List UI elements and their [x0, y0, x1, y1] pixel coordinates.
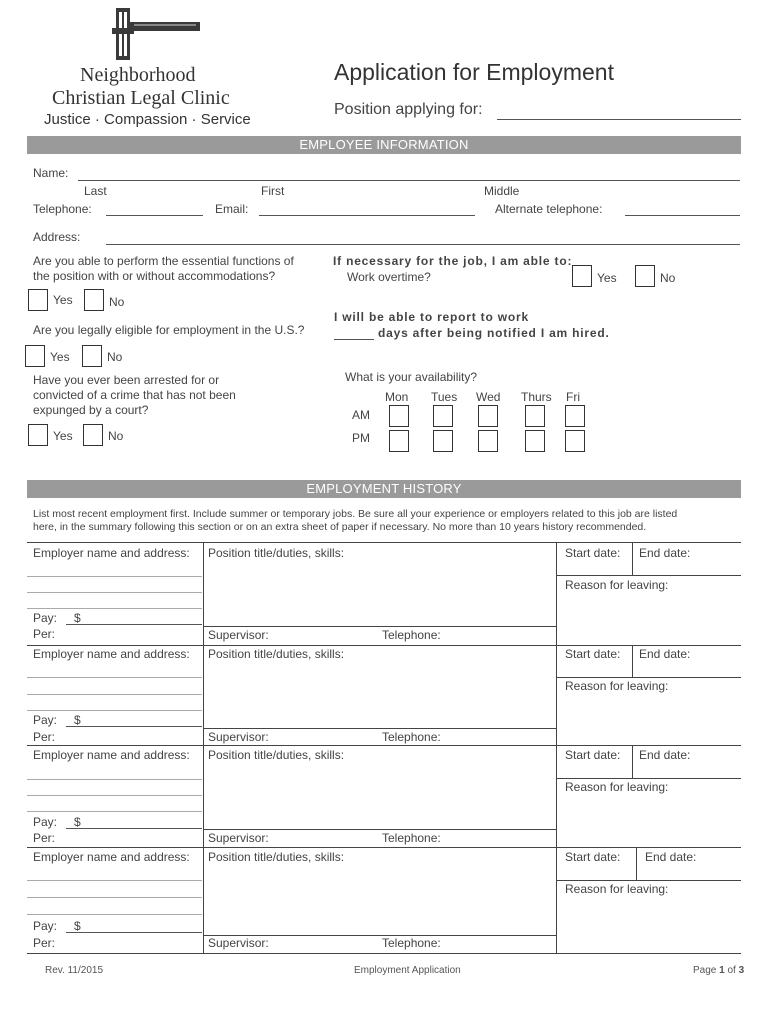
footer-page-number	[693, 965, 744, 976]
arrest-question-line1: Have you ever been arrested for or	[33, 373, 220, 387]
supervisor-label: Supervisor:	[208, 936, 269, 950]
position-title-label: Position title/duties, skills:	[208, 647, 345, 661]
reason-leaving-label: Reason for leaving:	[565, 679, 669, 693]
footer-title: Employment Application	[354, 965, 461, 976]
last-name-label: Last	[84, 184, 107, 198]
day-thurs-label: Thurs	[521, 390, 552, 404]
history-row-divider	[203, 626, 556, 627]
avail-tues-am-checkbox[interactable]	[433, 405, 453, 427]
report-days-field[interactable]	[334, 339, 374, 340]
pay-dollar-sign: $	[74, 815, 81, 829]
arrest-yes-checkbox[interactable]	[28, 424, 48, 446]
reason-leaving-label: Reason for leaving:	[565, 578, 669, 592]
alt-telephone-field[interactable]	[625, 215, 740, 216]
arrest-no-label: No	[108, 429, 124, 443]
avail-mon-am-checkbox[interactable]	[389, 405, 409, 427]
avail-fri-pm-checkbox[interactable]	[565, 430, 585, 452]
employer-telephone-label: Telephone:	[382, 831, 441, 845]
supervisor-label: Supervisor:	[208, 730, 269, 744]
middle-name-label: Middle	[484, 184, 520, 198]
telephone-field[interactable]	[106, 215, 203, 216]
per-label: Per:	[33, 831, 56, 845]
arrest-no-checkbox[interactable]	[83, 424, 103, 446]
history-column-divider	[556, 542, 557, 645]
avail-thurs-am-checkbox[interactable]	[525, 405, 545, 427]
supervisor-label: Supervisor:	[208, 628, 269, 642]
start-date-label: Start date:	[565, 850, 621, 864]
employer-name-label: Employer name and address:	[33, 546, 190, 560]
overtime-no-label: No	[660, 271, 676, 285]
employer-address-field[interactable]	[27, 677, 202, 678]
email-label: Email:	[215, 202, 249, 216]
employer-name-label: Employer name and address:	[33, 850, 190, 864]
essential-no-checkbox[interactable]	[84, 289, 104, 311]
pay-field[interactable]	[66, 828, 202, 829]
history-column-divider	[632, 542, 633, 575]
employer-telephone-label: Telephone:	[382, 936, 441, 950]
first-name-label: First	[261, 184, 285, 198]
pay-label: Pay:	[33, 611, 58, 625]
page-current: 1	[719, 965, 725, 976]
essential-functions-question-line1: Are you able to perform the essential functions of	[33, 254, 294, 268]
eligible-yes-checkbox[interactable]	[25, 345, 45, 367]
eligible-yes-label: Yes	[50, 350, 70, 364]
overtime-yes-label: Yes	[597, 271, 617, 285]
end-date-label: End date:	[639, 647, 691, 661]
eligible-no-checkbox[interactable]	[82, 345, 102, 367]
pay-label: Pay:	[33, 919, 58, 933]
employer-name-label: Employer name and address:	[33, 647, 190, 661]
history-column-divider	[203, 645, 204, 745]
history-column-divider	[636, 847, 637, 880]
history-row-divider	[203, 728, 556, 729]
footer-revision: Rev. 11/2015	[45, 965, 104, 976]
am-label: AM	[352, 408, 370, 422]
employer-address-field[interactable]	[27, 576, 202, 577]
history-instructions-line1: List most recent employment first. Include summer or temporary jobs. Be sure all your experience or employers related to this job are listed	[33, 508, 678, 520]
pay-label: Pay:	[33, 815, 58, 829]
position-applying-label: Position applying for:	[334, 101, 483, 118]
employer-telephone-label: Telephone:	[382, 730, 441, 744]
essential-functions-question-line2: the position with or without accommodations?	[33, 269, 276, 283]
history-column-divider	[632, 645, 633, 677]
employer-address-field[interactable]	[27, 914, 202, 915]
start-date-label: Start date:	[565, 647, 621, 661]
org-tagline: Justice · Compassion · Service	[44, 111, 251, 128]
name-field[interactable]	[78, 180, 740, 181]
history-column-divider	[203, 847, 204, 953]
alt-telephone-label: Alternate telephone:	[495, 202, 603, 216]
employer-address-field[interactable]	[27, 795, 202, 796]
overtime-label: Work overtime?	[347, 270, 431, 284]
email-field[interactable]	[259, 215, 475, 216]
day-mon-label: Mon	[385, 390, 409, 404]
report-to-work-line2: days after being notified I am hired.	[378, 326, 610, 340]
arrest-question-line2: convicted of a crime that has not been	[33, 388, 236, 402]
employer-address-field[interactable]	[27, 694, 202, 695]
position-title-label: Position title/duties, skills:	[208, 850, 345, 864]
pay-dollar-sign: $	[74, 919, 81, 933]
start-date-label: Start date:	[565, 546, 621, 560]
telephone-label: Telephone:	[33, 202, 92, 216]
employer-address-field[interactable]	[27, 779, 202, 780]
avail-fri-am-checkbox[interactable]	[565, 405, 585, 427]
employer-address-field[interactable]	[27, 811, 202, 812]
reason-leaving-label: Reason for leaving:	[565, 882, 669, 896]
end-date-label: End date:	[639, 748, 691, 762]
per-label: Per:	[33, 936, 56, 950]
history-block-divider	[27, 745, 741, 746]
supervisor-label: Supervisor:	[208, 831, 269, 845]
page-prefix: Page	[693, 965, 717, 976]
pay-dollar-sign: $	[74, 713, 81, 727]
history-row-divider	[203, 829, 556, 830]
arrest-question-line3: expunged by a court?	[33, 403, 149, 417]
employer-address-field[interactable]	[27, 897, 202, 898]
history-block-divider	[27, 953, 741, 954]
page-total: 3	[738, 965, 745, 976]
position-applying-field[interactable]	[497, 119, 741, 120]
employer-address-field[interactable]	[27, 592, 202, 593]
page-of: of	[727, 965, 736, 976]
essential-yes-checkbox[interactable]	[28, 289, 48, 311]
org-name-line2: Christian Legal Clinic	[52, 87, 230, 109]
avail-mon-pm-checkbox[interactable]	[389, 430, 409, 452]
history-column-divider	[203, 542, 204, 645]
address-field[interactable]	[106, 244, 740, 245]
pay-field[interactable]	[66, 932, 202, 933]
per-label: Per:	[33, 730, 56, 744]
history-block-divider	[27, 542, 741, 543]
history-column-divider	[632, 745, 633, 778]
day-fri-label: Fri	[566, 390, 580, 404]
history-column-divider	[556, 847, 557, 953]
history-block-divider	[27, 847, 741, 848]
employee-info-header: EMPLOYEE INFORMATION	[27, 136, 741, 154]
form-title: Application for Employment	[334, 59, 614, 85]
pay-field[interactable]	[66, 624, 202, 625]
overtime-yes-checkbox[interactable]	[572, 265, 592, 287]
reason-leaving-label: Reason for leaving:	[565, 780, 669, 794]
overtime-no-checkbox[interactable]	[635, 265, 655, 287]
pm-label: PM	[352, 431, 370, 445]
employer-name-label: Employer name and address:	[33, 748, 190, 762]
employer-address-field[interactable]	[27, 880, 202, 881]
end-date-label: End date:	[639, 546, 691, 560]
essential-yes-label: Yes	[53, 293, 73, 307]
day-tues-label: Tues	[431, 390, 458, 404]
start-date-label: Start date:	[565, 748, 621, 762]
avail-tues-pm-checkbox[interactable]	[433, 430, 453, 452]
eligible-question: Are you legally eligible for employment in the U.S.?	[33, 323, 305, 337]
arrest-yes-label: Yes	[53, 429, 73, 443]
pay-dollar-sign: $	[74, 611, 81, 625]
report-to-work-line1: I will be able to report to work	[334, 310, 529, 324]
essential-no-label: No	[109, 295, 125, 309]
avail-thurs-pm-checkbox[interactable]	[525, 430, 545, 452]
history-instructions-line2: here, in the summary following this section or on an extra sheet of paper if necessary. No more than 10 years history recommended.	[33, 521, 647, 533]
end-date-label: End date:	[645, 850, 697, 864]
history-column-divider	[556, 745, 557, 847]
gavel-logo-icon	[110, 6, 202, 66]
employer-address-field[interactable]	[27, 608, 202, 609]
avail-wed-am-checkbox[interactable]	[478, 405, 498, 427]
availability-question: What is your availability?	[345, 370, 478, 384]
pay-label: Pay:	[33, 713, 58, 727]
history-row-divider	[556, 575, 741, 576]
avail-wed-pm-checkbox[interactable]	[478, 430, 498, 452]
history-row-divider	[556, 677, 741, 678]
position-title-label: Position title/duties, skills:	[208, 546, 345, 560]
position-title-label: Position title/duties, skills:	[208, 748, 345, 762]
per-label: Per:	[33, 627, 56, 641]
name-label: Name:	[33, 166, 69, 180]
pay-field[interactable]	[66, 726, 202, 727]
history-column-divider	[556, 645, 557, 745]
employer-address-field[interactable]	[27, 710, 202, 711]
employment-history-header: EMPLOYMENT HISTORY	[27, 480, 741, 498]
org-name-line1: Neighborhood	[80, 64, 196, 86]
history-row-divider	[556, 880, 741, 881]
history-block-divider	[27, 645, 741, 646]
eligible-no-label: No	[107, 350, 123, 364]
day-wed-label: Wed	[476, 390, 501, 404]
history-column-divider	[203, 745, 204, 847]
address-label: Address:	[33, 230, 81, 244]
overtime-heading: If necessary for the job, I am able to:	[333, 254, 573, 268]
employer-telephone-label: Telephone:	[382, 628, 441, 642]
history-row-divider	[556, 778, 741, 779]
